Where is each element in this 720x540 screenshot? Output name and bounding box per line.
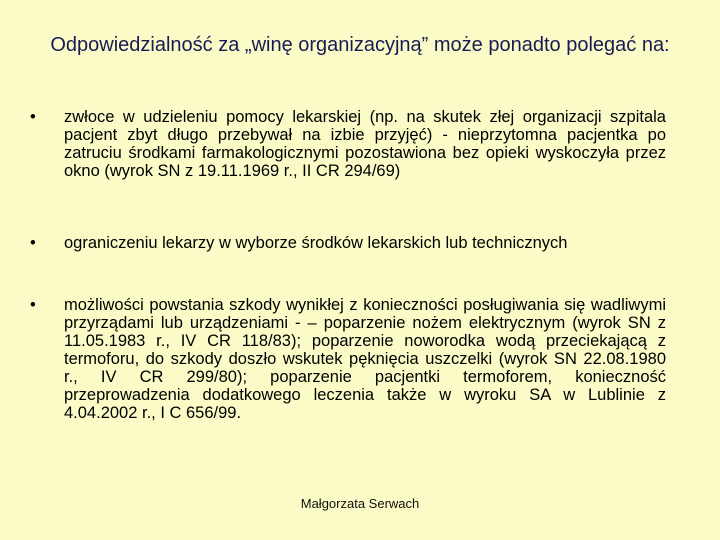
- bullet-icon: •: [30, 108, 36, 126]
- bullet-icon: •: [30, 234, 36, 252]
- list-item-text: ograniczeniu lekarzy w wyborze środków lekarskich lub technicznych: [64, 234, 568, 252]
- slide-title: Odpowiedzialność za „winę organizacyjną” może ponadto polegać na:: [50, 34, 670, 56]
- bullet-icon: •: [30, 296, 36, 314]
- footer-author: Małgorzata Serwach: [300, 496, 420, 511]
- list-item-text: zwłoce w udzieleniu pomocy lekarskiej (np. na skutek złej organizacji szpitala pacjent zbyt długo przebywał na izbie przyjęć) - nieprzytomna pacjentka po zatruciu środkami farmakologicznymi pozostawiona bez opieki wyskoczyła przez okno (wyrok SN z 19.11.1969 r., II CR 294/69): [64, 108, 666, 180]
- list-item-text: możliwości powstania szkody wynikłej z konieczności posługiwania się wadliwymi przyrządami lub urządzeniami - – poparzenie nożem elektrycznym (wyrok SN z 11.05.1983 r., IV CR 118/83); poparzenie noworodka wodą przeciekającą z termoforu, do szkody doszło wskutek pęknięcia uszczelki (wyrok SN 22.08.1980 r., IV CR 299/80); poparzenie pacjentki termoforem, konieczność przeprowadzenia dodatkowego leczenia także w wyroku SA w Lublinie z 4.04.2002 r., I C 656/99.: [64, 296, 666, 422]
